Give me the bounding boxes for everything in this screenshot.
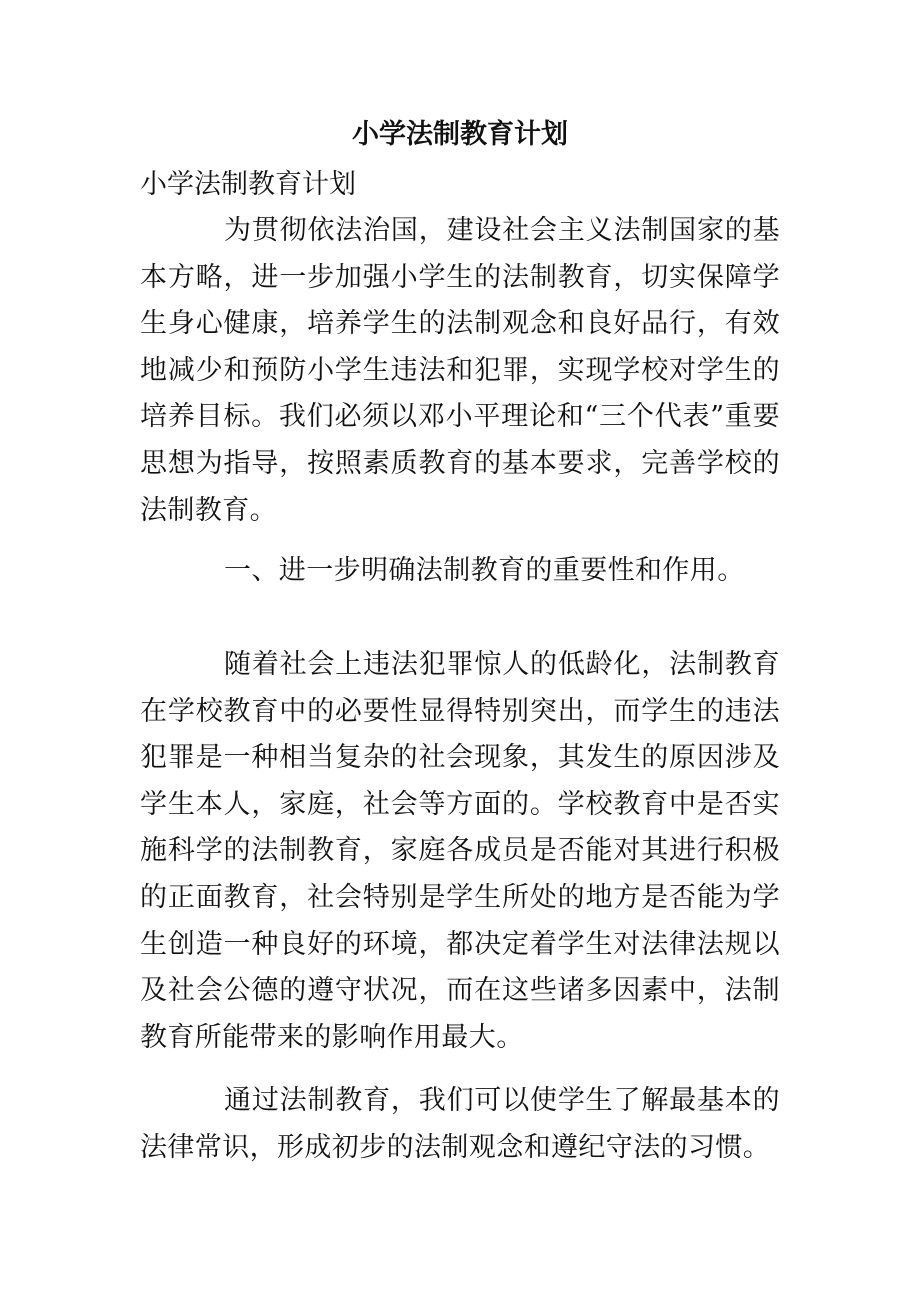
document-title: 小学法制教育计划 [352,119,568,150]
paragraph-importance: 随着社会上违法犯罪惊人的低龄化，法制教育在学校教育中的必要性显得特别突出，而学生的违法犯罪是一种相当复杂的社会现象，其发生的原因涉及学生本人，家庭，社会等方面的。学校教育中是否实施科学的法制教育，家庭各成员是否能对其进行积极的正面教育，社会特别是学生所处的地方是否能为学生创造一种良好的环境，都决定着学生对法律法规以及社会公德的遵守状况，而在这些诸多因素中，法制教育所能带来的影响作用最大。 [140,649,780,1053]
section-heading-1: 一、进一步明确法制教育的重要性和作用。 [224,555,745,586]
document-subtitle: 小学法制教育计划 [140,169,356,200]
paragraph-intro: 为贯彻依法治国，建设社会主义法制国家的基本方略，进一步加强小学生的法制教育，切实保障学生身心健康，培养学生的法制观念和良好品行，有效地减少和预防小学生违法和犯罪，实现学校对学生的培养目标。我们必须以邓小平理论和“三个代表”重要思想为指导，按照素质教育的基本要求，完善学校的法制教育。 [140,215,780,526]
paragraph-purpose: 通过法制教育，我们可以使学生了解最基本的法律常识，形成初步的法制观念和遵纪守法的习惯。 [140,1085,780,1163]
